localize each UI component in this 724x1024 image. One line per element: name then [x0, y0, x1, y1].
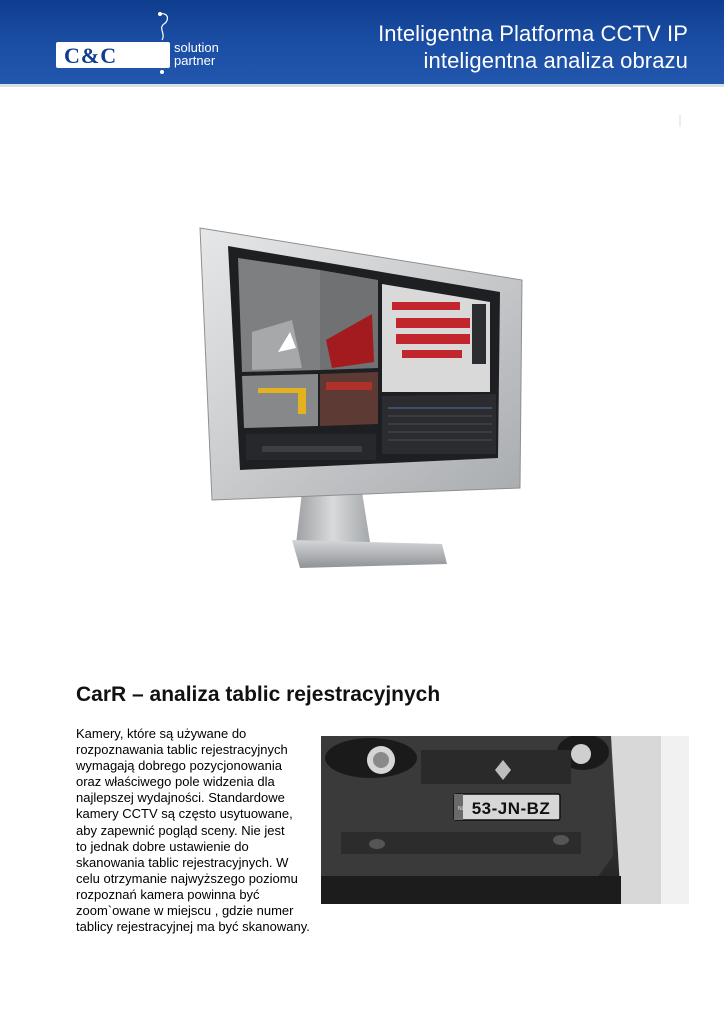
body-line: rozpoznawania tablic rejestracyjnych	[76, 742, 288, 758]
body-line: oraz właściwego pole widzenia dla	[76, 774, 275, 790]
body-line: zoom`owane w miejscu , gdzie numer	[76, 903, 294, 919]
plate-country: NL	[458, 806, 465, 812]
company-logo	[56, 10, 236, 80]
body-paragraph	[76, 726, 326, 935]
body-line: tablicy rejestracyjnej ma być skanowany.	[76, 919, 310, 935]
body-line: rozpoznań kamera powinna być	[76, 886, 260, 902]
header-title-line1: Inteligentna Platforma CCTV IP	[378, 21, 688, 46]
page-mark	[679, 115, 681, 127]
body-line: najlepszej wydajności. Standardowe	[76, 790, 285, 806]
section-title: CarR – analiza tablic rejestracyjnych	[76, 683, 441, 706]
license-plate-photo	[321, 736, 689, 904]
body-line: skanowania tablic rejestracyjnych. W	[76, 854, 289, 870]
body-line: wymagają dobrego pozycjonowania	[76, 758, 282, 774]
body-line: Kamery, które są używane do	[76, 726, 247, 741]
body-line: kamery CCTV są często usytuowane,	[76, 806, 293, 822]
monitor-illustration	[192, 222, 532, 582]
logo-brand: C&C	[64, 43, 118, 68]
header-divider	[0, 84, 724, 87]
header-title-line2: inteligentna analiza obrazu	[423, 48, 688, 73]
logo-tagline-line2: partner	[174, 53, 216, 68]
body-line: celu otrzymanie najwyższego poziomu	[76, 870, 298, 886]
header-title	[378, 20, 688, 74]
plate-text: 53-JN-BZ	[471, 799, 551, 818]
logo-tagline	[174, 41, 219, 67]
body-line: aby zapewnić pogląd sceny. Nie jest	[76, 822, 285, 838]
body-line: to jednak dobre ustawienie do	[76, 838, 249, 854]
logo-tagline-line1: solution	[174, 40, 219, 55]
